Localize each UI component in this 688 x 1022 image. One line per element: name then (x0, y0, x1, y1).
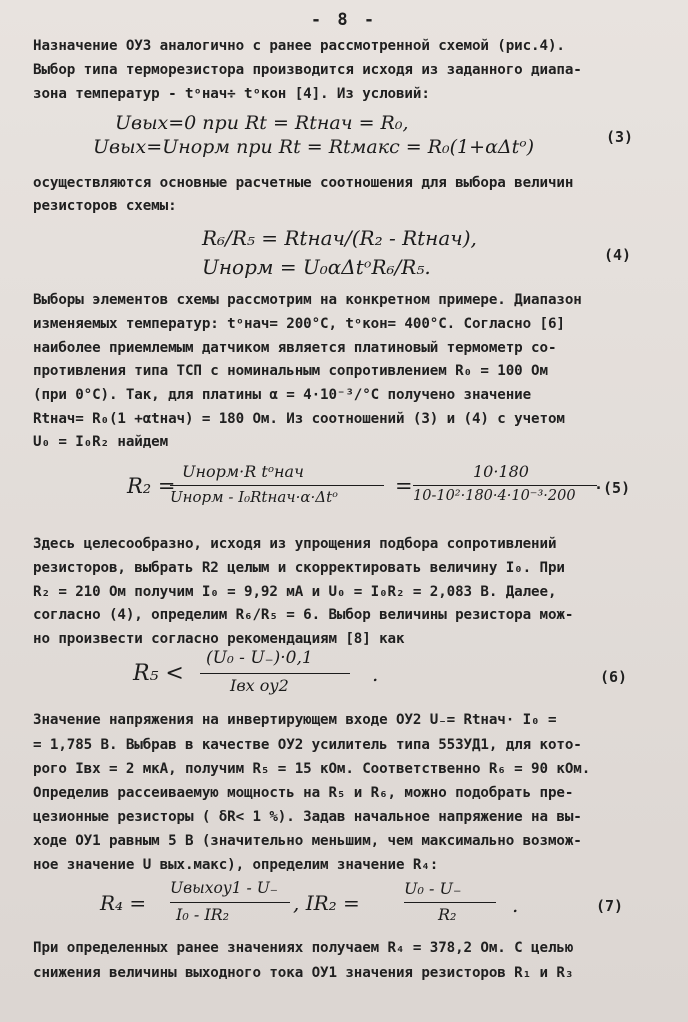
text-line: осуществляются основные расчетные соотношения для выбора величин (33, 175, 574, 191)
text-line: снижения величины выходного тока ОУ1 значения резисторов R₁ и R₃ (33, 965, 574, 981)
equation-3-line-1: Uвых=0 при Rt = Rtнач = R₀, (115, 112, 409, 134)
equation-5-denominator-2: 10-10²·180·4·10⁻³·200 (413, 488, 576, 504)
equation-7-lhs: R₄ = (100, 891, 147, 915)
text-line: противления типа ТСП с номинальным сопротивлением R₀ = 100 Ом (33, 363, 548, 379)
text-line: ное значение U вых.макс), определим значение R₄: (33, 857, 439, 873)
text-line: цезионные резисторы ( δR< 1 %). Задав начальное напряжение на вы- (33, 809, 582, 825)
equation-5-numerator-1: Uнорм·R tᵒнач (182, 462, 305, 481)
equation-3-number: (3) (606, 128, 634, 146)
text-line: Выбор типа терморезистора производится исходя из заданного диапа- (33, 62, 582, 78)
equation-7-middle: , IR₂ = (293, 891, 360, 915)
text-line: но произвести согласно рекомендациям [8] как (33, 631, 405, 647)
fraction-bar (404, 902, 496, 903)
equation-4-number: (4) (604, 246, 632, 264)
equation-4-line-2: Uнорм = U₀αΔtᵒR₆/R₅. (202, 255, 431, 279)
text-line: изменяемых температур: tᵒнач= 200°С, tᵒкон= 400°С. Согласно [6] (33, 316, 565, 332)
equation-6-period: . (372, 662, 379, 686)
equation-7-numerator-1: Uвыхоу1 - U₋ (170, 879, 278, 897)
equation-3-line-2: Uвых=Uнорм при Rt = Rtмакс = R₀(1+αΔtᵒ) (93, 136, 534, 158)
fraction-bar (170, 902, 290, 903)
equation-4-line-1: R₆/R₅ = Rtнач/(R₂ - Rtнач), (202, 226, 477, 250)
text-line: (при 0°С). Так, для платины α = 4·10⁻³/°С получено значение (33, 387, 532, 403)
page-number: - 8 - (310, 10, 378, 30)
text-line: Rtнач= R₀(1 +αtнач) = 180 Ом. Из соотношений (3) и (4) с учетом (33, 411, 565, 427)
equation-5-denominator-1: Uнорм - I₀Rtнач·α·Δtᵒ (170, 488, 338, 506)
equation-5-lhs: R₂ = (127, 474, 176, 498)
text-line: Значение напряжения на инвертирующем входе ОУ2 U₋= Rtнач· I₀ = (33, 712, 557, 728)
equation-6-number: (6) (600, 668, 628, 686)
fraction-bar (200, 673, 350, 674)
text-line: согласно (4), определим R₆/R₅ = 6. Выбор величины резистора мож- (33, 607, 574, 623)
text-line: резисторов схемы: (33, 198, 177, 214)
text-line: рого Iвх = 2 мкА, получим R₅ = 15 кОм. Соответственно R₆ = 90 кОм. (33, 761, 591, 777)
equation-5-numerator-2: 10·180 (473, 462, 529, 481)
equation-7-number: (7) (596, 897, 624, 915)
equation-7-period: . (512, 893, 519, 917)
equation-6-lhs: R₅ < (133, 661, 184, 686)
text-line: При определенных ранее значениях получаем R₄ = 378,2 Ом. С целью (33, 940, 574, 956)
text-line: ходе ОУ1 равным 5 В (значительно меньшим, чем максимально возмож- (33, 833, 582, 849)
text-line: зона температур - tᵒнач÷ tᵒкон [4]. Из условий: (33, 86, 430, 102)
text-line: = 1,785 В. Выбрав в качестве ОУ2 усилитель типа 553УД1, для кото- (33, 737, 582, 753)
equation-7-numerator-2: U₀ - U₋ (404, 879, 462, 898)
equation-5-equals: = (395, 474, 413, 498)
text-line: Здесь целесообразно, исходя из упрощения подбора сопротивлений (33, 536, 557, 552)
text-line: Назначение ОУЗ аналогично с ранее рассмотренной схемой (рис.4). (33, 38, 565, 54)
text-line: Определив рассеиваемую мощность на R₅ и R₆, можно подобрать пре- (33, 785, 574, 801)
text-line: U₀ = I₀R₂ найдем (33, 434, 169, 450)
equation-6-denominator: Iвх оу2 (230, 676, 289, 695)
equation-7-denominator-2: R₂ (438, 905, 457, 924)
fraction-bar (170, 485, 384, 486)
equation-5-number: ·(5) (594, 479, 631, 497)
equation-6-numerator: (U₀ - U₋)·0,1 (206, 648, 313, 668)
text-line: наиболее приемлемым датчиком является платиновый термометр со- (33, 340, 557, 356)
text-line: R₂ = 210 Ом получим I₀ = 9,92 мА и U₀ = I₀R₂ = 2,083 В. Далее, (33, 584, 557, 600)
text-line: Выборы элементов схемы рассмотрим на конкретном примере. Диапазон (33, 292, 582, 308)
fraction-bar (413, 485, 597, 486)
equation-7-denominator-1: I₀ - IR₂ (176, 905, 230, 924)
text-line: резисторов, выбрать R2 целым и скорректировать величину I₀. При (33, 560, 565, 576)
